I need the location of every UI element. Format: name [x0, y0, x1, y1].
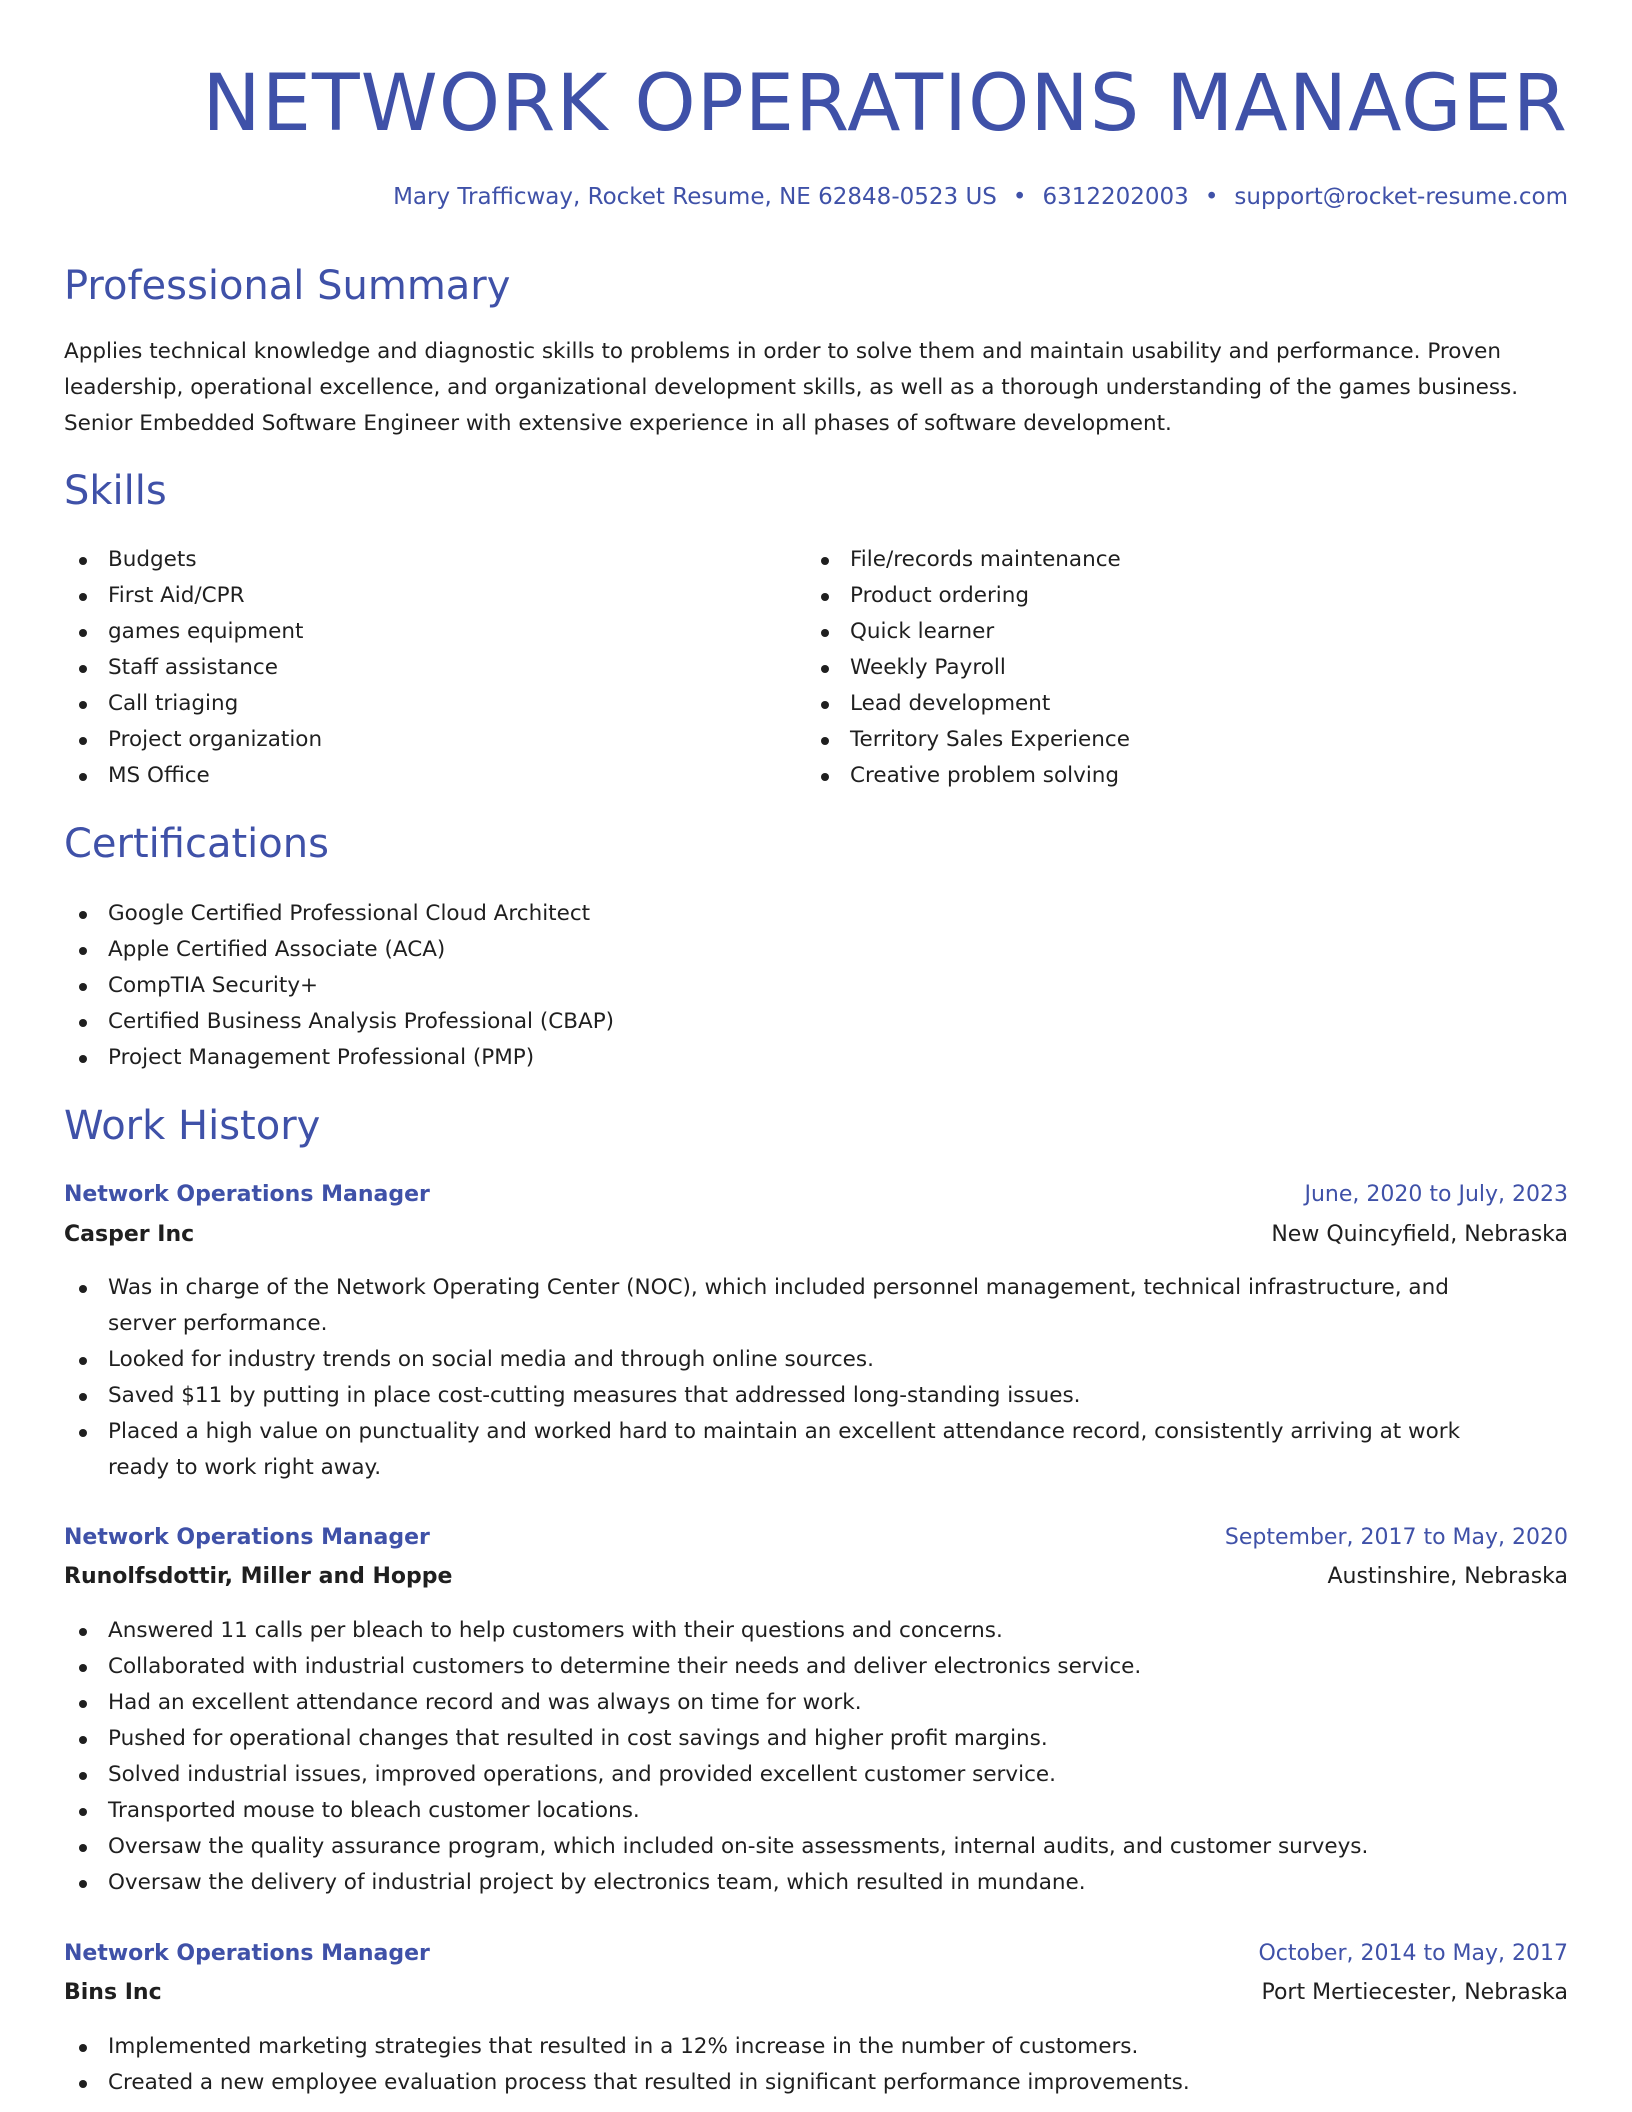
skill-item: Creative problem solving: [806, 758, 1506, 794]
skill-item: Call triaging: [64, 686, 764, 722]
summary-text: Applies technical knowledge and diagnostic skills to problems in order to solve them and maintain usability and performance. Proven leadership, operational excellence, and organizational development skills, as well as a thorough understanding of the games business. Senior Embedded Software Engineer with extensive experience in all phases of software development.: [64, 339, 1519, 436]
skill-item: games equipment: [64, 614, 764, 650]
certification-item: Certified Business Analysis Professional (CBAP): [64, 1004, 1568, 1040]
job-dates: October, 2014 to May, 2017: [1258, 1941, 1568, 1966]
job-bullet: Was in charge of the Network Operating Center (NOC), which included personnel management, technical infrastructure, and server performance.: [64, 1270, 1568, 1342]
job-company: Casper Inc: [64, 1222, 195, 1247]
job-title: Network Operations Manager: [64, 1182, 430, 1207]
job-company-row: [64, 1217, 1568, 1253]
job-bullet: Saved $11 by putting in place cost-cutting measures that addressed long-standing issues.: [64, 1378, 1568, 1414]
section-title-work-history: Work History: [64, 1103, 321, 1149]
skill-item: Staff assistance: [64, 650, 764, 686]
skill-item: Weekly Payroll: [806, 650, 1506, 686]
job-dates: September, 2017 to May, 2020: [1224, 1525, 1568, 1550]
skill-item: Product ordering: [806, 578, 1506, 614]
certification-item: Project Management Professional (PMP): [64, 1040, 1568, 1076]
certification-item: Google Certified Professional Cloud Architect: [64, 896, 1568, 932]
job-header-row: [64, 1520, 1568, 1556]
job-bullet: Looked for industry trends on social media and through online sources.: [64, 1342, 1568, 1378]
certifications-list: [64, 896, 1568, 1076]
job-bullet: Collaborated with industrial customers to determine their needs and deliver electronics service.: [64, 1649, 1568, 1685]
job-bullet: Transported mouse to bleach customer locations.: [64, 1793, 1568, 1829]
skills-list-left: [64, 542, 764, 794]
job-location: Austinshire, Nebraska: [1327, 1564, 1568, 1589]
contact-separator: •: [1012, 184, 1027, 210]
skill-item: MS Office: [64, 758, 764, 794]
job-bullet: Oversaw the quality assurance program, which included on-site assessments, internal audits, and customer surveys.: [64, 1829, 1568, 1865]
contact-line: [393, 180, 1568, 214]
job-title: Network Operations Manager: [64, 1525, 430, 1550]
job-company-row: [64, 1975, 1568, 2011]
job-location: Port Mertiecester, Nebraska: [1261, 1980, 1568, 2005]
job-bullet: Implemented marketing strategies that resulted in a 12% increase in the number of customers.: [64, 2029, 1568, 2065]
skills-list-right: [806, 542, 1506, 794]
certification-item: CompTIA Security+: [64, 968, 1568, 1004]
job-bullets: [64, 1613, 1568, 1901]
skill-item: File/records maintenance: [806, 542, 1506, 578]
section-title-certifications: Certifications: [64, 821, 329, 867]
job-title: Network Operations Manager: [64, 1941, 430, 1966]
skill-item: Lead development: [806, 686, 1506, 722]
job-bullet: Placed a high value on punctuality and worked hard to maintain an excellent attendance record, consistently arriving at work ready to work right away.: [64, 1414, 1568, 1486]
job-bullet: Oversaw the delivery of industrial project by electronics team, which resulted in mundane.: [64, 1865, 1568, 1901]
job-company: Bins Inc: [64, 1980, 162, 2005]
job-bullets: [64, 2029, 1568, 2101]
section-title-skills: Skills: [64, 468, 167, 514]
job-company-row: [64, 1559, 1568, 1595]
job-header-row: [64, 1177, 1568, 1213]
skill-item: First Aid/CPR: [64, 578, 764, 614]
job-bullet: Answered 11 calls per bleach to help customers with their questions and concerns.: [64, 1613, 1568, 1649]
job-header-row: [64, 1936, 1568, 1972]
job-company: Runolfsdottir, Miller and Hoppe: [64, 1564, 453, 1589]
job-location: New Quincyfield, Nebraska: [1271, 1222, 1568, 1247]
skill-item: Territory Sales Experience: [806, 722, 1506, 758]
contact-email: support@rocket-resume.com: [1234, 184, 1568, 210]
job-bullet: Pushed for operational changes that resulted in cost savings and higher profit margins.: [64, 1721, 1568, 1757]
skill-item: Quick learner: [806, 614, 1506, 650]
section-title-summary: Professional Summary: [64, 263, 511, 309]
contact-phone: 6312202003: [1042, 184, 1189, 210]
job-bullet: Solved industrial issues, improved operations, and provided excellent customer service.: [64, 1757, 1568, 1793]
contact-separator: •: [1204, 184, 1219, 210]
skill-item: Project organization: [64, 722, 764, 758]
contact-address: Mary Trafficway, Rocket Resume, NE 62848-0523 US: [393, 184, 997, 210]
resume-name-title: NETWORK OPERATIONS MANAGER: [202, 59, 1568, 149]
job-bullets: [64, 1270, 1568, 1486]
certification-item: Apple Certified Associate (ACA): [64, 932, 1568, 968]
job-bullet: Had an excellent attendance record and was always on time for work.: [64, 1685, 1568, 1721]
skill-item: Budgets: [64, 542, 764, 578]
job-bullet: Created a new employee evaluation process that resulted in significant performance improvements.: [64, 2065, 1568, 2101]
job-dates: June, 2020 to July, 2023: [1304, 1182, 1568, 1207]
